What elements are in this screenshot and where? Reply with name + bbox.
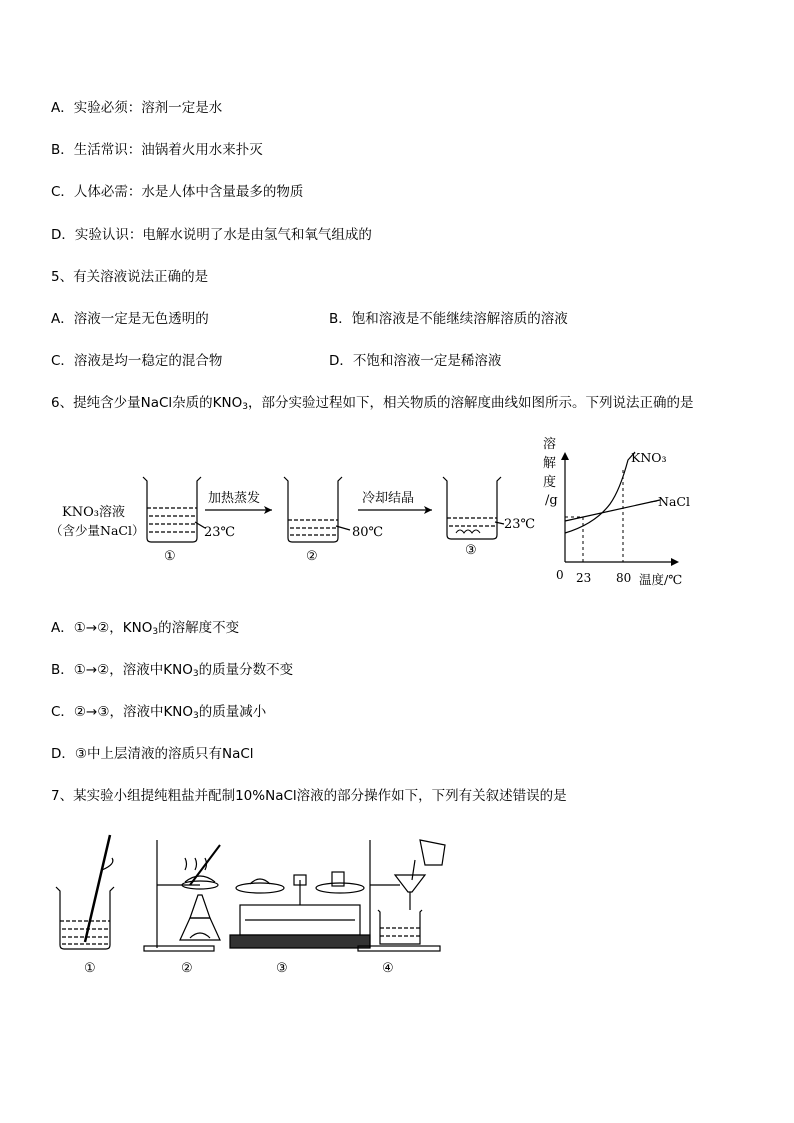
q7-operations-figure (40, 830, 480, 980)
filtration-setup (358, 840, 445, 951)
balance (230, 872, 370, 948)
x-tick-80: 80 (616, 571, 632, 585)
nacl-curve (565, 500, 660, 521)
q5-option-b: B．饱和溶液是不能继续溶解溶质的溶液 (329, 311, 568, 327)
beaker-number-3: ③ (465, 543, 477, 558)
q6-process-figure (0, 430, 545, 570)
operation-label-1: ① (84, 961, 96, 976)
q4-option-a: A．实验必须：溶剂一定是水 (51, 100, 223, 116)
q5-option-d: D．不饱和溶液一定是稀溶液 (329, 353, 502, 369)
graph-ylabel-4: /g (545, 493, 558, 508)
temp-label-2: 80℃ (352, 525, 384, 540)
solution-label: KNO₃溶液 (62, 505, 125, 520)
graph-ylabel-3: 度 (543, 475, 557, 490)
arrow-label-evaporate: 加热蒸发 (208, 491, 261, 506)
q4-option-d: D．实验认识：电解水说明了水是由氢气和氧气组成的 (51, 227, 372, 243)
q6-stem: 6、提纯含少量NaCl杂质的$KNO_3$，部分实验过程如下，相关物质的溶解度曲线如图所示。下列说法正确的是 (51, 395, 694, 412)
kno3-curve (565, 452, 635, 533)
q6-option-c: C．②→③，溶液中$KNO_3$的质量减小 (51, 704, 267, 721)
q4-option-c: C．人体必需：水是人体中含量最多的物质 (51, 184, 304, 200)
q6-option-d: D．③中上层清液的溶质只有NaCl (51, 746, 254, 762)
beaker-1 (143, 477, 205, 542)
q4-option-b: B．生活常识：油锅着火用水来扑灭 (51, 142, 263, 158)
solution-impurity-label: （含少量NaCl） (50, 523, 145, 538)
beaker-2 (284, 477, 350, 542)
nacl-curve-label: NaCl (658, 494, 690, 509)
evaporation-setup (144, 840, 220, 951)
q7-stem: 7、某实验小组提纯粗盐并配制10%NaCl溶液的部分操作如下，下列有关叙述错误的是 (51, 788, 567, 804)
stirring-beaker (56, 835, 114, 949)
q6-option-a: A．①→②，$KNO_3$的溶解度不变 (51, 620, 240, 637)
operation-label-4: ④ (382, 961, 394, 976)
q5-option-c: C．溶液是均一稳定的混合物 (51, 353, 223, 369)
q5-option-a: A．溶液一定是无色透明的 (51, 311, 209, 327)
operation-label-2: ② (181, 961, 193, 976)
x-tick-0: 0 (556, 568, 564, 582)
nacl-leader (650, 501, 657, 502)
beaker-number-1: ① (164, 549, 176, 564)
graph-ylabel-2: 解 (543, 456, 557, 471)
x-tick-23: 23 (576, 571, 592, 585)
x-axis-label: 温度/℃ (639, 572, 683, 587)
arrow-label-crystallize: 冷却结晶 (362, 491, 415, 506)
q6-option-b: B．①→②，溶液中$KNO_3$的质量分数不变 (51, 662, 294, 679)
solubility-graph (535, 432, 705, 590)
beaker-3 (443, 477, 504, 539)
beaker-number-2: ② (306, 549, 318, 564)
temp-label-1: 23℃ (204, 525, 236, 540)
q5-stem: 5、有关溶液说法正确的是 (51, 269, 209, 285)
operation-label-3: ③ (276, 961, 288, 976)
graph-ylabel-1: 溶 (543, 437, 557, 452)
temp-label-3: 23℃ (504, 517, 536, 532)
kno3-curve-label: KNO₃ (631, 450, 667, 465)
